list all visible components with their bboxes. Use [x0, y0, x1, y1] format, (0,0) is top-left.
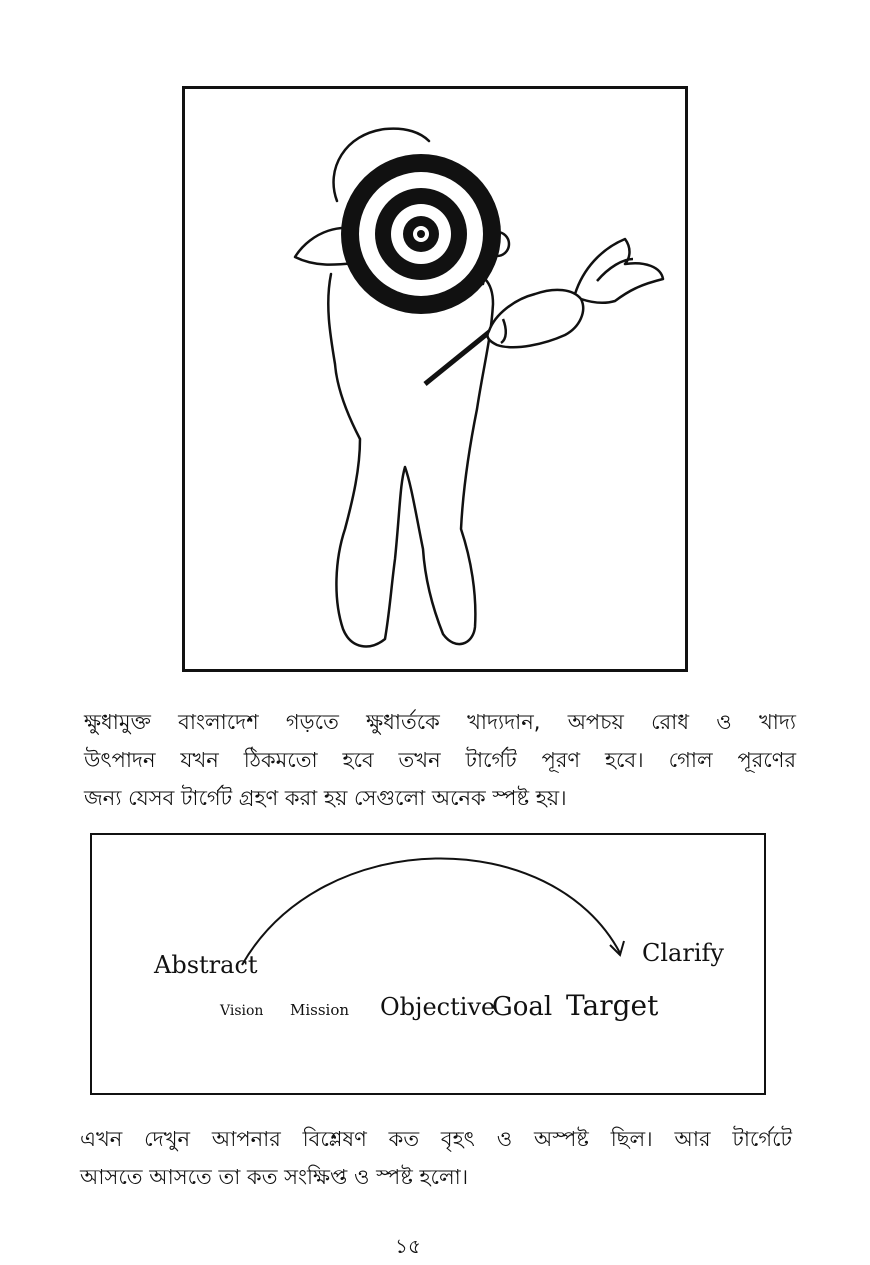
abstract-to-clarify-diagram	[92, 835, 764, 1093]
step-target: Target	[566, 989, 659, 1022]
bullseye-icon	[341, 154, 501, 314]
paragraph-2	[80, 1120, 792, 1196]
clarify-label: Clarify	[642, 939, 724, 967]
person-with-target-head-icon	[185, 89, 685, 669]
step-mission: Mission	[290, 1001, 350, 1019]
arc-arrow	[242, 858, 620, 965]
illustration-frame	[182, 86, 688, 672]
paragraph-2-line: আসতে আসতে তা কত সংক্ষিপ্ত ও স্পষ্ট হলো।	[80, 1165, 469, 1189]
diagram-frame	[90, 833, 766, 1095]
paragraph-1-line: জন্য যেসব টার্গেট গ্রহণ করা হয় সেগুলো অনেক স্পষ্ট হয়।	[84, 786, 567, 810]
step-goal: Goal	[492, 992, 553, 1022]
step-vision: Vision	[220, 1003, 264, 1019]
page-number: ১৫	[395, 1234, 421, 1258]
paragraph-1-line: ক্ষুধামুক্ত বাংলাদেশ গড়তে ক্ষুধার্তকে খাদ্যদান, অপচয় রোধ ও খাদ্য	[84, 710, 796, 734]
paragraph-2-line: এখন দেখুন আপনার বিশ্লেষণ কত বৃহৎ ও অস্পষ্ট ছিল। আর টার্গেটে	[80, 1127, 792, 1151]
step-objective: Objective	[380, 993, 496, 1021]
abstract-label: Abstract	[154, 951, 258, 979]
paragraph-1-line: উৎপাদন যখন ঠিকমতো হবে তখন টার্গেট পূরণ হবে। গোল পূরণের	[84, 748, 796, 772]
paragraph-1	[84, 703, 796, 817]
